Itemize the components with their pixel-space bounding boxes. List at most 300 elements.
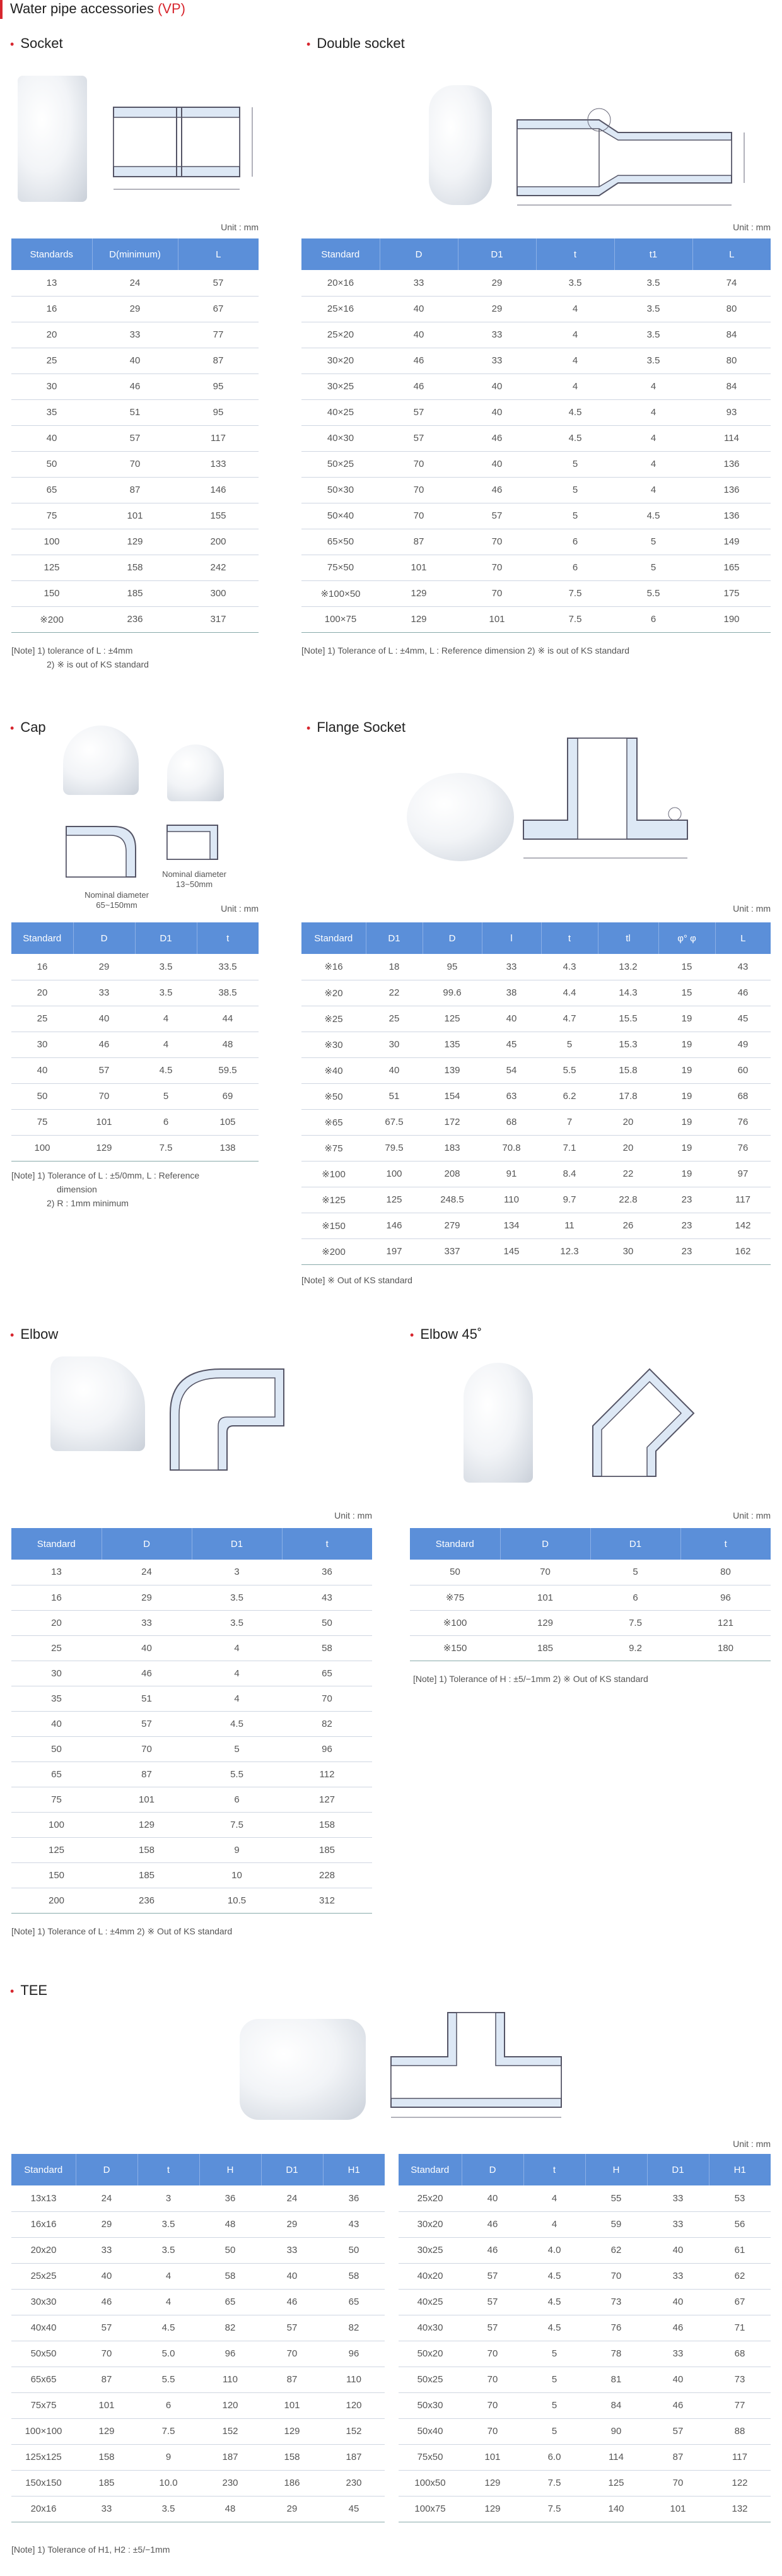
table-cell: 84: [692, 373, 771, 399]
table-cell: 45: [715, 1006, 771, 1032]
table-row: [301, 1213, 771, 1238]
table-cell: 30×25: [301, 373, 380, 399]
section-title-text: Elbow 45˚: [420, 1326, 482, 1342]
table-cell: 5: [523, 2418, 585, 2444]
table-cell: 3: [192, 1560, 282, 1585]
table-cell: 40x30: [399, 2315, 462, 2341]
table-cell: 149: [692, 529, 771, 555]
table-cell: ※100×50: [301, 580, 380, 606]
table-cell: 75x50: [399, 2444, 462, 2470]
table-cell: 337: [423, 1238, 482, 1264]
table-cell: 46: [462, 2237, 523, 2263]
table-cell: 55: [585, 2185, 647, 2211]
table-cell: 23: [658, 1238, 715, 1264]
table-cell: 125: [11, 555, 92, 580]
table-cell: 300: [178, 580, 259, 606]
table-cell: 48: [197, 1032, 259, 1057]
table-cell: 4: [137, 2289, 199, 2315]
table-cell: 54: [482, 1057, 541, 1083]
table-cell: 197: [366, 1238, 423, 1264]
table-row: [301, 1032, 771, 1057]
table-cell: 3.5: [137, 2237, 199, 2263]
table-cell: 3.5: [192, 1610, 282, 1635]
table-cell: 4.5: [135, 1057, 197, 1083]
unit-label: Unit : mm: [733, 222, 771, 232]
table-row: [11, 1083, 259, 1109]
table-cell: 51: [102, 1686, 192, 1711]
table-cell: 95: [178, 373, 259, 399]
table-cell: 150x150: [11, 2470, 76, 2496]
table-row: [11, 606, 259, 632]
table-cell: 40: [11, 425, 92, 451]
table-row: [11, 2211, 385, 2237]
table-cell: 158: [92, 555, 178, 580]
table-cell: 165: [692, 555, 771, 580]
table-row: [301, 503, 771, 529]
table-cell: 4: [192, 1661, 282, 1686]
table-cell: 78: [585, 2341, 647, 2367]
table-cell: 5.5: [137, 2367, 199, 2392]
tee-table-right: [399, 2154, 771, 2522]
table-row: [399, 2418, 771, 2444]
table-cell: 50: [323, 2237, 385, 2263]
socket-drawing: [107, 95, 265, 202]
elbow45-notes: [413, 1672, 771, 1686]
table-cell: 50: [199, 2237, 261, 2263]
table-cell: 5: [523, 2392, 585, 2418]
table-cell: 14.3: [598, 980, 658, 1006]
table-cell: 236: [92, 606, 178, 632]
table-cell: 70: [458, 529, 536, 555]
table-row: [410, 1635, 771, 1661]
table-row: [301, 1187, 771, 1213]
table-cell: 38: [482, 980, 541, 1006]
table-cell: 183: [423, 1135, 482, 1161]
table-row: [301, 1109, 771, 1135]
table-cell: 65×50: [301, 529, 380, 555]
table-cell: 6: [536, 555, 614, 580]
table-cell: 4: [135, 1006, 197, 1032]
table-cell: 30: [366, 1032, 423, 1057]
table-cell: 5.5: [614, 580, 692, 606]
column-header: D: [102, 1528, 192, 1560]
table-cell: 50x30: [399, 2392, 462, 2418]
table-cell: 129: [462, 2470, 523, 2496]
table-cell: 7.5: [523, 2496, 585, 2522]
table-cell: 4: [523, 2211, 585, 2237]
table-cell: 114: [692, 425, 771, 451]
table-row: [301, 1161, 771, 1187]
table-row: [399, 2185, 771, 2211]
table-row: [11, 2470, 385, 2496]
table-cell: 4: [536, 348, 614, 373]
table-cell: 15.8: [598, 1057, 658, 1083]
table-cell: 44: [197, 1006, 259, 1032]
table-cell: 3.5: [614, 322, 692, 348]
table-cell: 46: [715, 980, 771, 1006]
table-cell: 33: [92, 322, 178, 348]
table-cell: 101: [500, 1585, 590, 1610]
table-cell: 146: [178, 477, 259, 503]
table-row: [11, 296, 259, 322]
table-cell: ※200: [301, 1238, 366, 1264]
table-cell: 87: [76, 2367, 137, 2392]
table-cell: 10: [192, 1862, 282, 1888]
table-cell: 46: [102, 1661, 192, 1686]
table-cell: 4: [137, 2263, 199, 2289]
table-cell: 10.0: [137, 2470, 199, 2496]
table-cell: 19: [658, 1135, 715, 1161]
bullet-icon: •: [10, 722, 15, 734]
table-cell: 40x20: [399, 2263, 462, 2289]
column-header: L: [715, 922, 771, 954]
table-cell: 68: [482, 1109, 541, 1135]
table-cell: 208: [423, 1161, 482, 1187]
table-cell: 20×16: [301, 270, 380, 296]
column-header: φ° φ: [658, 922, 715, 954]
table-cell: 77: [178, 322, 259, 348]
table-cell: 50: [11, 451, 92, 477]
table-cell: 13.2: [598, 954, 658, 980]
tee-drawing: [378, 2000, 580, 2126]
tee-notes: [11, 2543, 453, 2556]
table-cell: 50: [282, 1610, 372, 1635]
column-header: t: [137, 2154, 199, 2185]
column-header: Standard: [301, 922, 366, 954]
elbow-photo: [50, 1356, 145, 1451]
section-title-cap: [10, 718, 46, 737]
table-cell: 5: [523, 2367, 585, 2392]
table-cell: 101: [462, 2444, 523, 2470]
table-cell: 68: [715, 1083, 771, 1109]
table-cell: 51: [366, 1083, 423, 1109]
table-cell: 50: [410, 1560, 500, 1585]
table-row: [11, 2289, 385, 2315]
note-line: [Note] 1) tolerance of L : ±4mm: [11, 645, 133, 656]
table-cell: 15: [658, 980, 715, 1006]
table-cell: 73: [709, 2367, 771, 2392]
table-cell: 84: [692, 322, 771, 348]
table-cell: 5: [192, 1736, 282, 1761]
table-cell: 56: [709, 2211, 771, 2237]
table-cell: 57: [102, 1711, 192, 1736]
table-cell: 6: [192, 1787, 282, 1812]
column-header: D1: [192, 1528, 282, 1560]
table-cell: 101: [647, 2496, 709, 2522]
table-cell: 70: [102, 1736, 192, 1761]
table-cell: 22: [366, 980, 423, 1006]
table-cell: 110: [199, 2367, 261, 2392]
table-cell: 91: [482, 1161, 541, 1187]
table-cell: 19: [658, 1083, 715, 1109]
table-cell: 7.5: [536, 580, 614, 606]
table-cell: 40: [76, 2263, 137, 2289]
table-cell: 50x40: [399, 2418, 462, 2444]
flange-socket-photo: [407, 773, 514, 861]
table-cell: 125: [585, 2470, 647, 2496]
table-cell: 70: [261, 2341, 323, 2367]
table-row: [11, 529, 259, 555]
table-cell: 3.5: [135, 954, 197, 980]
table-row: [11, 1135, 259, 1161]
table-cell: 7.1: [541, 1135, 598, 1161]
table-cell: 75×50: [301, 555, 380, 580]
table-cell: 129: [380, 606, 458, 632]
table-cell: 30x30: [11, 2289, 76, 2315]
table-cell: 29: [458, 296, 536, 322]
column-header: D: [462, 2154, 523, 2185]
table-cell: 129: [261, 2418, 323, 2444]
table-cell: 70.8: [482, 1135, 541, 1161]
table-cell: 50×25: [301, 451, 380, 477]
table-cell: 152: [323, 2418, 385, 2444]
table-cell: 4.5: [523, 2315, 585, 2341]
table-cell: 33: [76, 2496, 137, 2522]
column-header: t: [523, 2154, 585, 2185]
table-cell: 24: [261, 2185, 323, 2211]
table-cell: 133: [178, 451, 259, 477]
table-cell: 59: [585, 2211, 647, 2237]
table-cell: 75: [11, 503, 92, 529]
table-cell: 16: [11, 1585, 102, 1610]
table-cell: 7.5: [137, 2418, 199, 2444]
table-cell: 33: [482, 954, 541, 980]
elbow45-table: [410, 1528, 771, 1661]
table-cell: 46: [261, 2289, 323, 2315]
column-header: H1: [323, 2154, 385, 2185]
column-header: Standard: [301, 238, 380, 270]
table-cell: 5: [590, 1560, 680, 1585]
column-header: D1: [366, 922, 423, 954]
table-row: [11, 1635, 372, 1661]
table-cell: 3: [137, 2185, 199, 2211]
column-header: D: [73, 922, 135, 954]
cap-photo-large: [63, 726, 139, 795]
column-header: t: [536, 238, 614, 270]
table-cell: 36: [282, 1560, 372, 1585]
elbow45-drawing: [580, 1356, 706, 1483]
double-socket-drawing: [505, 95, 763, 215]
table-cell: 57: [380, 425, 458, 451]
table-cell: 30: [598, 1238, 658, 1264]
table-cell: 50×30: [301, 477, 380, 503]
table-cell: 132: [709, 2496, 771, 2522]
table-cell: ※25: [301, 1006, 366, 1032]
table-cell: 70: [282, 1686, 372, 1711]
section-title-text: Elbow: [20, 1326, 59, 1342]
table-row: [11, 1610, 372, 1635]
section-title-double-socket: [306, 34, 405, 53]
table-cell: 80: [692, 296, 771, 322]
table-cell: 129: [102, 1812, 192, 1837]
table-cell: 46: [458, 477, 536, 503]
table-cell: 7.5: [523, 2470, 585, 2496]
table-cell: ※150: [410, 1635, 500, 1661]
table-cell: 46: [92, 373, 178, 399]
table-cell: 230: [199, 2470, 261, 2496]
page-title-suffix: (VP): [157, 1, 185, 16]
table-cell: 187: [199, 2444, 261, 2470]
note-line: [Note] 1) Tolerance of H1, H2 : ±5/−1mm: [11, 2544, 170, 2555]
table-cell: 20: [11, 322, 92, 348]
table-cell: 45: [482, 1032, 541, 1057]
table-cell: 5: [614, 529, 692, 555]
table-cell: 57: [261, 2315, 323, 2341]
table-cell: 19: [658, 1161, 715, 1187]
table-cell: 40: [380, 322, 458, 348]
table-cell: 228: [282, 1862, 372, 1888]
table-cell: 63: [482, 1083, 541, 1109]
table-cell: 17.8: [598, 1083, 658, 1109]
table-cell: 101: [458, 606, 536, 632]
table-cell: 29: [261, 2496, 323, 2522]
table-cell: 5: [536, 451, 614, 477]
table-row: [11, 1109, 259, 1135]
section-title-flange-socket: [306, 718, 406, 737]
table-cell: 40: [647, 2289, 709, 2315]
table-cell: 4.5: [192, 1711, 282, 1736]
table-cell: 4: [614, 425, 692, 451]
table-cell: 46: [647, 2392, 709, 2418]
table-cell: 57: [380, 399, 458, 425]
flange-socket-notes: [301, 1273, 771, 1287]
table-cell: 16x16: [11, 2211, 76, 2237]
table-cell: 40×30: [301, 425, 380, 451]
table-cell: 154: [423, 1083, 482, 1109]
table-cell: 100: [366, 1161, 423, 1187]
table-cell: 57: [462, 2289, 523, 2315]
table-cell: 46: [647, 2315, 709, 2341]
table-cell: 45: [323, 2496, 385, 2522]
table-row: [11, 2418, 385, 2444]
table-row: [11, 1837, 372, 1862]
table-cell: 70: [380, 477, 458, 503]
table-cell: 49: [715, 1032, 771, 1057]
table-cell: 57: [76, 2315, 137, 2341]
table-cell: 105: [197, 1109, 259, 1135]
column-header: D(minimum): [92, 238, 178, 270]
table-row: [11, 1006, 259, 1032]
table-cell: 70: [380, 503, 458, 529]
table-cell: 70: [458, 555, 536, 580]
table-cell: 200: [11, 1888, 102, 1913]
column-header: H: [199, 2154, 261, 2185]
table-cell: 70: [380, 451, 458, 477]
table-cell: 87: [647, 2444, 709, 2470]
table-row: [399, 2341, 771, 2367]
table-cell: 30: [11, 373, 92, 399]
table-cell: 40×25: [301, 399, 380, 425]
cap-label-small: Nominal diameter 13~50mm: [162, 869, 226, 889]
table-cell: 53: [709, 2185, 771, 2211]
table-cell: 242: [178, 555, 259, 580]
table-row: [11, 2185, 385, 2211]
table-cell: 57: [462, 2315, 523, 2341]
table-cell: 33: [647, 2211, 709, 2237]
note-line: [Note] 1) Tolerance of H : ±5/−1mm 2) ※ Out of KS standard: [413, 1674, 648, 1684]
unit-label: Unit : mm: [733, 903, 771, 914]
table-row: [399, 2444, 771, 2470]
table-cell: 75: [11, 1109, 73, 1135]
table-cell: 172: [423, 1109, 482, 1135]
table-cell: 4: [614, 477, 692, 503]
table-cell: 40: [458, 451, 536, 477]
table-cell: 4.5: [523, 2263, 585, 2289]
table-cell: 180: [680, 1635, 771, 1661]
section-title-text: TEE: [20, 1982, 48, 1998]
table-cell: 25x25: [11, 2263, 76, 2289]
table-cell: 30: [11, 1032, 73, 1057]
table-cell: 25x20: [399, 2185, 462, 2211]
table-cell: 29: [92, 296, 178, 322]
flange-socket-drawing: [517, 732, 719, 883]
note-line: [Note] 1) Tolerance of L : ±4mm, L : Reference dimension 2) ※ is out of KS standard: [301, 645, 630, 656]
table-cell: 25×16: [301, 296, 380, 322]
table-cell: 145: [482, 1238, 541, 1264]
table-cell: 33.5: [197, 954, 259, 980]
section-title-elbow: [10, 1325, 58, 1344]
table-cell: 155: [178, 503, 259, 529]
table-cell: 50x20: [399, 2341, 462, 2367]
table-cell: 40: [102, 1635, 192, 1661]
table-cell: ※150: [301, 1213, 366, 1238]
column-header: D: [500, 1528, 590, 1560]
table-cell: 15.3: [598, 1032, 658, 1057]
column-header: Standards: [11, 238, 92, 270]
unit-label: Unit : mm: [334, 1510, 372, 1520]
table-cell: 4.4: [541, 980, 598, 1006]
table-row: [301, 1135, 771, 1161]
table-cell: 6.0: [523, 2444, 585, 2470]
table-row: [410, 1560, 771, 1585]
table-cell: 4: [614, 451, 692, 477]
table-row: [11, 1736, 372, 1761]
table-cell: 19: [658, 1006, 715, 1032]
table-cell: 25×20: [301, 322, 380, 348]
column-header: H: [585, 2154, 647, 2185]
table-cell: 70: [500, 1560, 590, 1585]
table-cell: 4: [135, 1032, 197, 1057]
column-header: Standard: [11, 2154, 76, 2185]
table-row: [399, 2392, 771, 2418]
table-row: [11, 2237, 385, 2263]
table-cell: 3.5: [536, 270, 614, 296]
table-cell: 5: [523, 2341, 585, 2367]
table-cell: 36: [323, 2185, 385, 2211]
table-cell: 99.6: [423, 980, 482, 1006]
table-row: [11, 1585, 372, 1610]
socket-table: [11, 238, 259, 633]
column-header: H1: [709, 2154, 771, 2185]
table-cell: 33: [102, 1610, 192, 1635]
table-cell: 3.5: [192, 1585, 282, 1610]
table-cell: 110: [323, 2367, 385, 2392]
table-cell: 30: [11, 1661, 102, 1686]
table-cell: 13: [11, 1560, 102, 1585]
table-row: [11, 580, 259, 606]
column-header: t: [197, 922, 259, 954]
table-cell: 9: [137, 2444, 199, 2470]
table-row: [399, 2237, 771, 2263]
table-cell: ※75: [301, 1135, 366, 1161]
cap-label-large: Nominal diameter 65~150mm: [85, 890, 149, 910]
table-cell: 65: [323, 2289, 385, 2315]
note-line: [Note] 1) Tolerance of L : ±4mm 2) ※ Out of KS standard: [11, 1926, 233, 1936]
table-cell: 70: [92, 451, 178, 477]
bullet-icon: •: [306, 722, 311, 734]
table-row: [11, 503, 259, 529]
table-row: [301, 529, 771, 555]
